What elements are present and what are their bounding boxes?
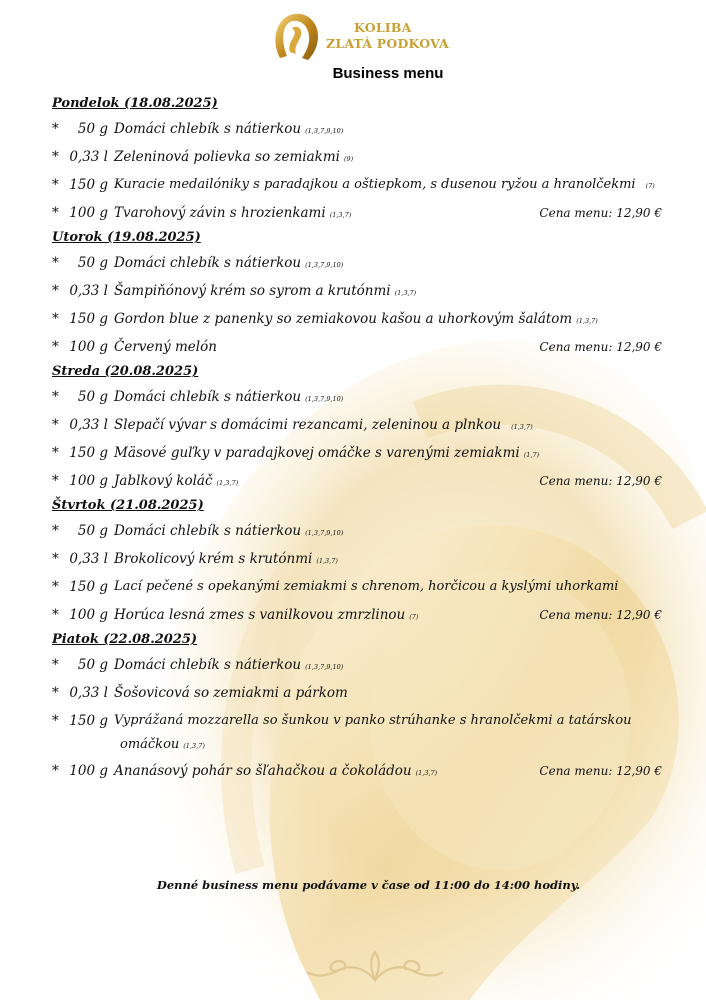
dish-name: Šampiňónový krém so syrom a krutónmi [114, 283, 391, 299]
menu-item [52, 411, 682, 439]
menu-item [52, 573, 682, 601]
bullet-star: * [52, 445, 59, 461]
item-quantity: 150 g [69, 713, 108, 729]
item-quantity: 0,33 l [69, 283, 108, 299]
bullet-star: * [52, 149, 59, 165]
allergens: (1,3,7) [415, 769, 438, 777]
dish-name: Vyprážaná mozzarella so šunkou v panko strúhanke s hranolčekmi a tatárskou [114, 713, 632, 728]
allergens: (1,7) [523, 451, 540, 459]
item-dish [114, 601, 418, 631]
allergens: (7) [409, 613, 419, 621]
dish-name: Slepačí vývar s domácimi rezancami, zeleninou a plnkou [114, 417, 502, 433]
item-quantity: 50 g [77, 657, 108, 673]
bullet-star: * [52, 523, 59, 539]
bullet-star: * [52, 205, 59, 221]
item-dish [114, 171, 655, 200]
dish-name: Mäsové guľky v paradajkovej omáčke s varenými zemiakmi [114, 445, 520, 461]
bullet-star: * [52, 473, 59, 489]
bullet-star: * [52, 551, 59, 567]
item-quantity: 0,33 l [69, 551, 108, 567]
day-section [52, 629, 682, 785]
dish-name: Domáci chlebík s nátierkou [114, 657, 302, 673]
bullet-star: * [52, 607, 59, 623]
item-quantity: 100 g [69, 473, 108, 489]
item-quantity: 0,33 l [69, 149, 108, 165]
dish-name: Domáci chlebík s nátierkou [114, 121, 302, 137]
bullet-star: * [52, 177, 59, 193]
menu-item [52, 249, 682, 277]
page-title: Business menu [332, 65, 444, 82]
bullet-star: * [52, 283, 59, 299]
item-dish [114, 679, 352, 709]
day-header: Pondelok (18.08.2025) [52, 96, 218, 111]
item-quantity: 50 g [77, 255, 108, 271]
item-quantity: 50 g [77, 389, 108, 405]
menu-item [52, 651, 682, 679]
dish-name: Kuracie medailóniky s paradajkou a oštiepkom, s dusenou ryžou a hranolčekmi [114, 177, 636, 192]
item-dish [114, 411, 533, 441]
menu-item [52, 305, 682, 333]
day-section [52, 495, 682, 629]
bullet-star: * [52, 121, 59, 137]
item-quantity: 0,33 l [69, 685, 108, 701]
menu-item [52, 439, 682, 467]
item-dish [114, 277, 416, 307]
item-dish [114, 651, 343, 681]
item-quantity: 150 g [69, 177, 108, 193]
allergens: (9) [343, 155, 354, 163]
bullet-star: * [52, 255, 59, 271]
item-dish [114, 467, 238, 497]
menu-item [52, 679, 682, 707]
day-section [52, 361, 682, 495]
item-quantity: 150 g [69, 445, 108, 461]
item-quantity: 50 g [77, 523, 108, 539]
day-header: Streda (20.08.2025) [52, 364, 199, 379]
bullet-star: * [52, 311, 59, 327]
item-dish [114, 305, 598, 335]
brand-name-line2: ZLATÁ PODKOVA [326, 36, 449, 51]
bullet-star: * [52, 579, 59, 595]
allergens: (1,3,7) [576, 317, 598, 325]
menu-item [52, 707, 682, 753]
bullet-star: * [52, 685, 59, 701]
item-quantity: 100 g [69, 205, 108, 221]
menu-item [52, 171, 682, 199]
item-quantity: 100 g [69, 339, 108, 355]
item-dish [114, 383, 343, 413]
item-quantity: 0,33 l [69, 417, 108, 433]
item-dish [114, 199, 351, 229]
day-header: Utorok (19.08.2025) [52, 230, 201, 245]
menu-item [52, 517, 682, 545]
allergens: (1,3,7) [511, 423, 533, 431]
item-dish [114, 249, 343, 279]
dish-name: Domáci chlebík s nátierkou [114, 523, 302, 539]
item-quantity: 50 g [77, 121, 108, 137]
item-dish [114, 573, 622, 602]
dish-name: Šošovicová so zemiakmi a párkom [114, 685, 348, 701]
menu-price: Cena menu: 12,90 € [539, 474, 662, 488]
item-dish [114, 545, 338, 575]
menu-item [52, 601, 682, 629]
menu-content [52, 93, 682, 785]
dish-name: Domáci chlebík s nátierkou [114, 255, 302, 271]
menu-price: Cena menu: 12,90 € [539, 608, 662, 622]
dish-name: Jablkový koláč [114, 473, 213, 489]
item-quantity: 100 g [69, 607, 108, 623]
item-quantity: 150 g [69, 579, 108, 595]
dish-name: Domáci chlebík s nátierkou [114, 389, 302, 405]
dish-name: Tvarohový závin s hrozienkami [114, 205, 326, 221]
brand-name-line1: KOLIBA [354, 20, 412, 35]
item-dish [114, 333, 221, 363]
item-dish [114, 143, 353, 173]
allergens: (1,3,7,9,10) [305, 127, 344, 135]
item-quantity: 100 g [69, 763, 108, 779]
menu-price: Cena menu: 12,90 € [539, 764, 662, 778]
allergens: (1,3,7) [216, 479, 239, 487]
bullet-star: * [52, 417, 59, 433]
item-dish [114, 439, 539, 469]
day-header: Piatok (22.08.2025) [52, 632, 198, 647]
dish-name-continuation: omáčkou [120, 737, 180, 752]
allergens: (1,3,7) [394, 289, 417, 297]
dish-name: Brokolicový krém s krutónmi [114, 551, 313, 567]
dish-name: Gordon blue z panenky so zemiakovou kašou a uhorkovým šalátom [114, 311, 573, 327]
item-dish [114, 115, 343, 145]
brand-logo [270, 8, 460, 66]
dish-name: Lací pečené s opekanými zemiakmi s chrenom, horčicou a kyslými uhorkami [114, 579, 619, 594]
dish-name: Zeleninová polievka so zemiakmi [114, 149, 340, 165]
menu-item [52, 333, 682, 361]
allergens: (1,3,7,9,10) [305, 395, 344, 403]
menu-item [52, 277, 682, 305]
day-header: Štvrtok (21.08.2025) [52, 498, 204, 513]
item-dish [114, 757, 437, 787]
ornament-icon [305, 946, 445, 986]
horseshoe-icon [270, 8, 322, 64]
bullet-star: * [52, 389, 59, 405]
menu-price: Cena menu: 12,90 € [539, 340, 662, 354]
serving-hours-note: Denné business menu podávame v čase od 11:00 do 14:00 hodiny. [156, 878, 581, 892]
bullet-star: * [52, 763, 59, 779]
dish-continuation [114, 733, 654, 758]
menu-item [52, 383, 682, 411]
bullet-star: * [52, 713, 59, 729]
bullet-star: * [52, 657, 59, 673]
dish-name: Horúca lesná zmes s vanilkovou zmrzlinou [114, 607, 406, 623]
allergens: (7) [645, 182, 655, 190]
menu-item [52, 757, 682, 785]
menu-price: Cena menu: 12,90 € [539, 206, 662, 220]
item-dish [114, 517, 343, 547]
allergens: (1,3,7) [183, 742, 205, 750]
menu-item [52, 115, 682, 143]
item-dish [114, 709, 654, 758]
day-section [52, 93, 682, 227]
day-section [52, 227, 682, 361]
bullet-star: * [52, 339, 59, 355]
menu-item [52, 545, 682, 573]
menu-item [52, 143, 682, 171]
allergens: (1,3,7,9,10) [305, 529, 344, 537]
dish-name: Ananásový pohár so šľahačkou a čokoládou [114, 763, 412, 779]
item-quantity: 150 g [69, 311, 108, 327]
allergens: (1,3,7,9,10) [305, 663, 344, 671]
dish-name: Červený melón [114, 339, 217, 355]
allergens: (1,3,7) [329, 211, 352, 219]
allergens: (1,3,7,9,10) [305, 261, 344, 269]
menu-item [52, 199, 682, 227]
allergens: (1,3,7) [316, 557, 338, 565]
menu-item [52, 467, 682, 495]
